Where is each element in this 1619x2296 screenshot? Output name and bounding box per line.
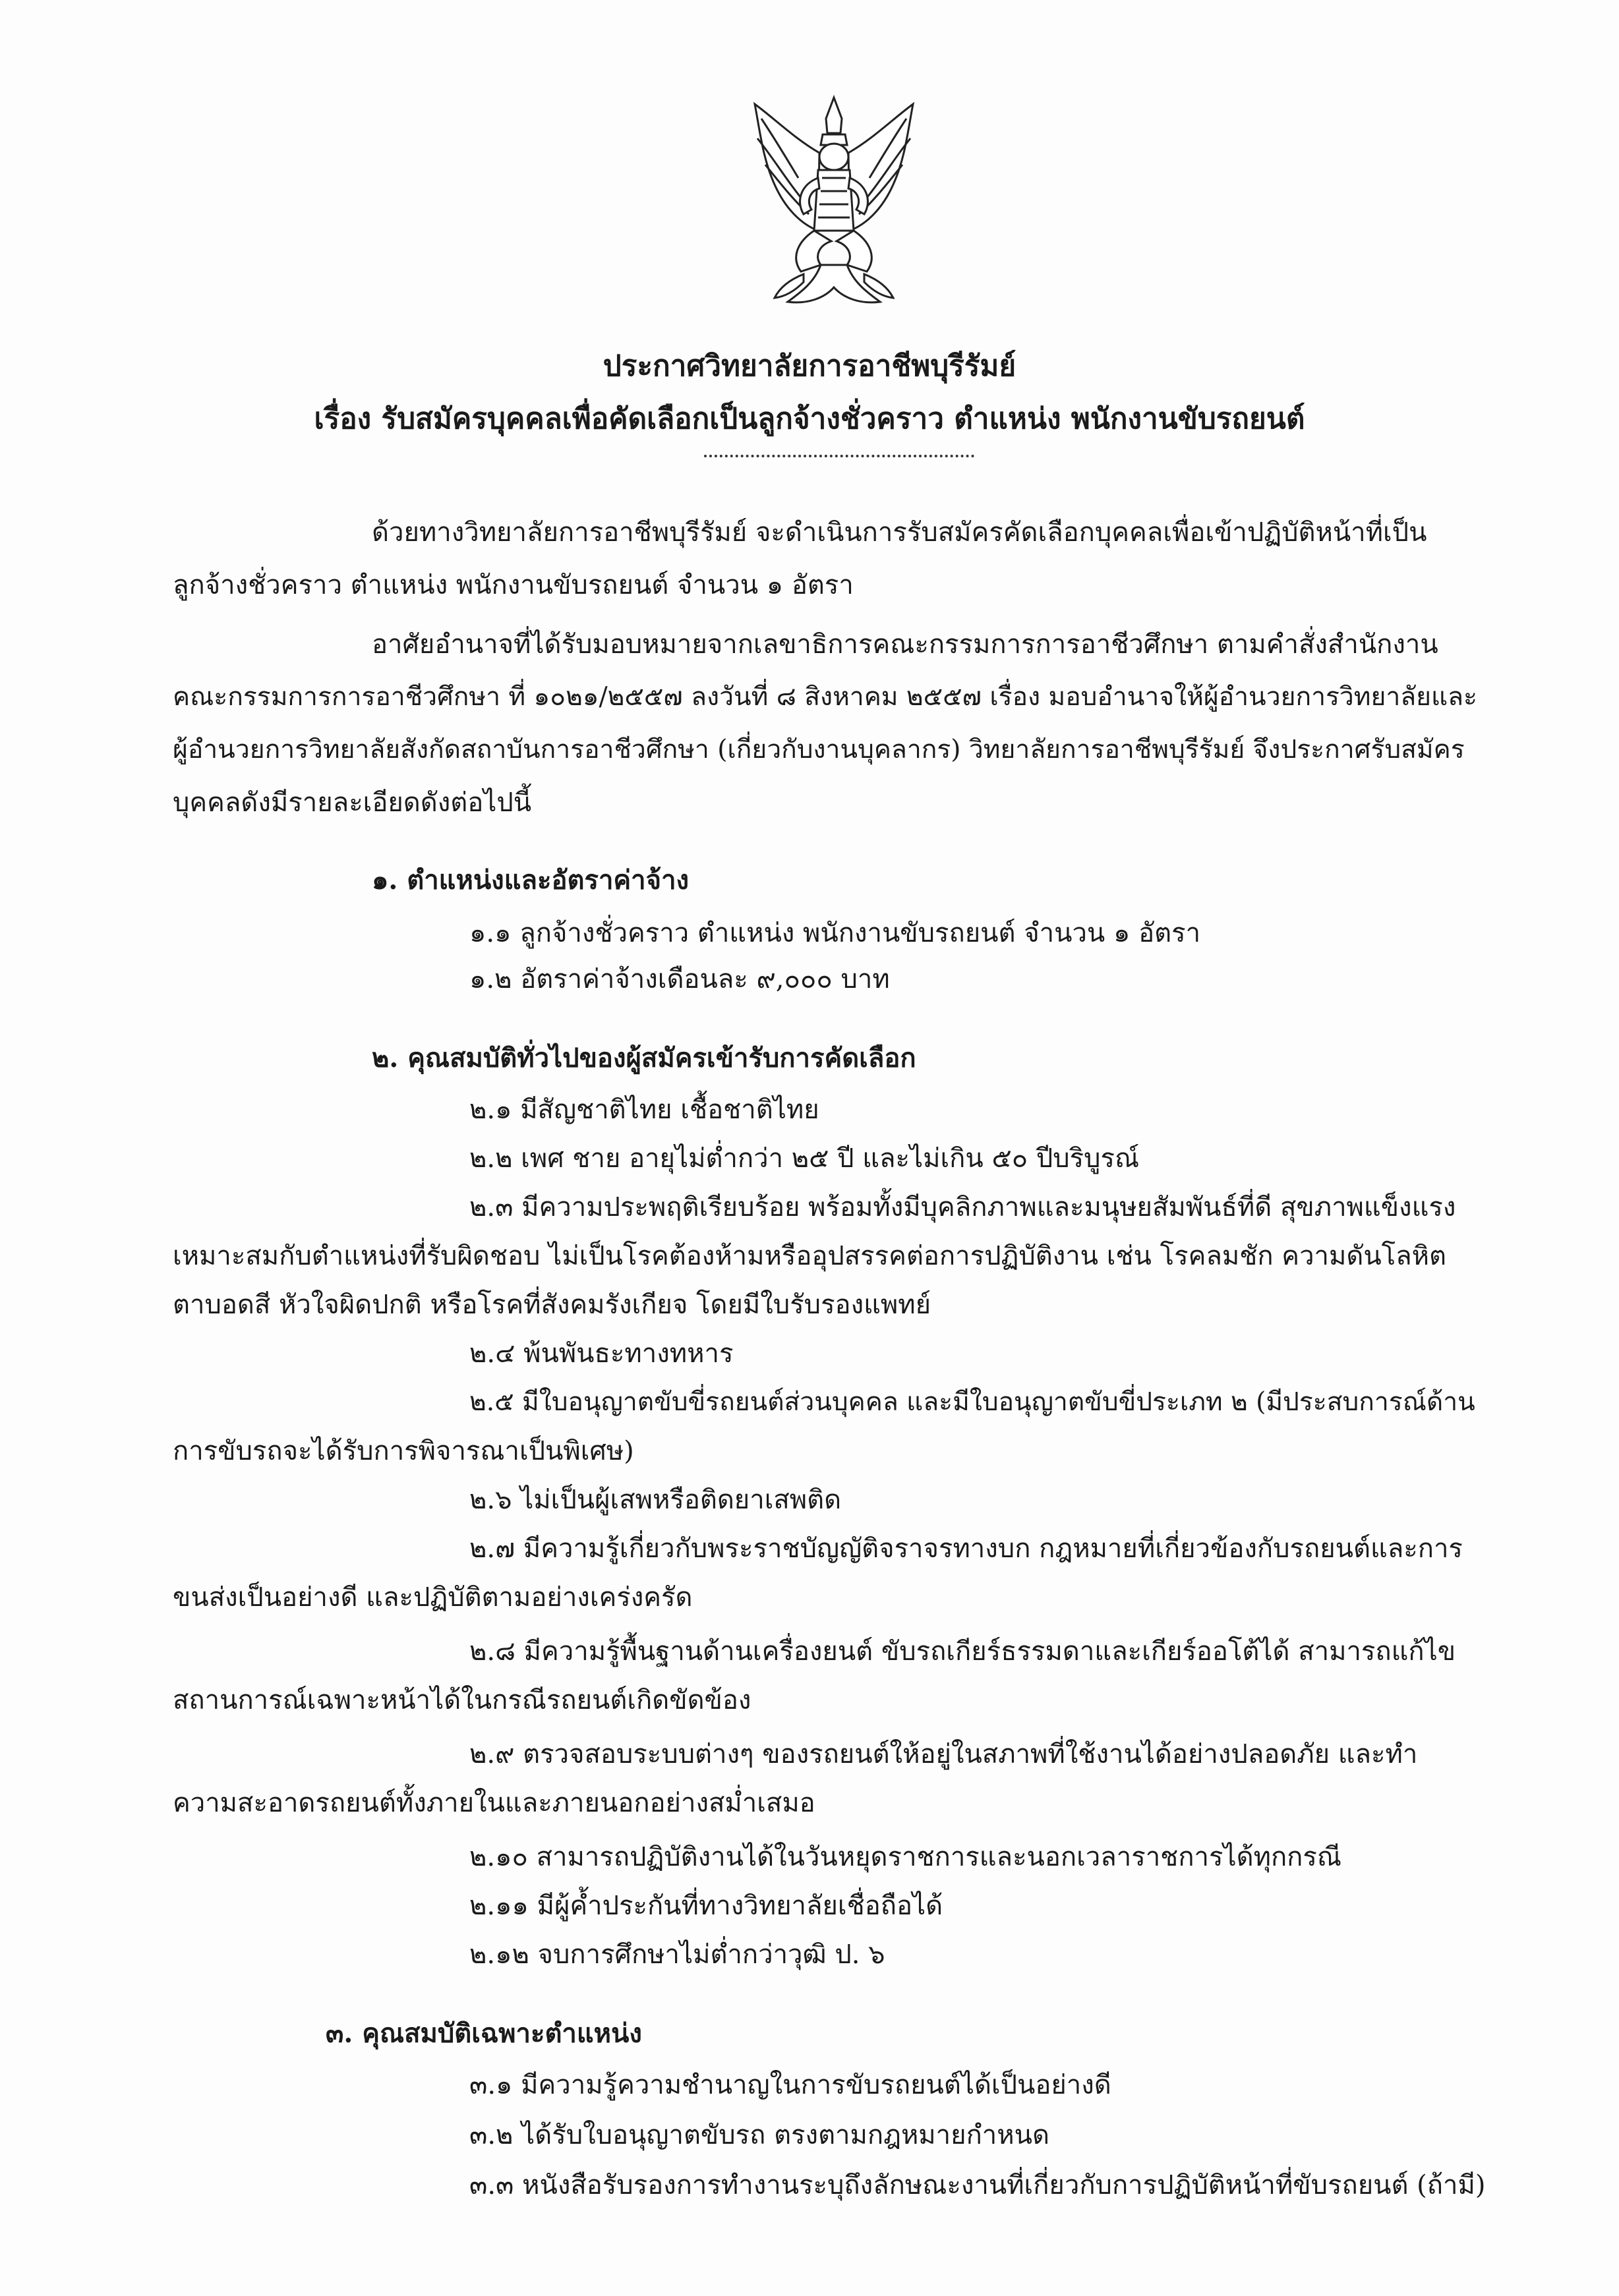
section-2-item-cont: เหมาะสมกับตำแหน่งที่รับผิดชอบ ไม่เป็นโรคต้องห้ามหรืออุปสรรคต่อการปฏิบัติงาน เช่น โรคลมชัก ความดันโลหิต (173, 1241, 1447, 1271)
section-2-item: ๒.๕ มีใบอนุญาตขับขี่รถยนต์ส่วนบุคคล และมีใบอนุญาตขับขี่ประเภท ๒ (มีประสบการณ์ด้าน (469, 1387, 1475, 1417)
intro-p2-line: คณะกรรมการการอาชีวศึกษา ที่ ๑๐๒๑/๒๕๕๗ ลงวันที่ ๘ สิงหาคม ๒๕๕๗ เรื่อง มอบอำนาจให้ผู้อำนวยการวิทยาลัยและ (173, 682, 1478, 712)
section-2-item: ๒.๑๑ มีผู้ค้ำประกันที่ทางวิทยาลัยเชื่อถือได้ (469, 1891, 943, 1921)
section-2-item: ๒.๙ ตรวจสอบระบบต่างๆ ของรถยนต์ให้อยู่ในสภาพที่ใช้งานได้อย่างปลอดภัย และทำ (469, 1739, 1418, 1769)
section-2-item: ๒.๘ มีความรู้พื้นฐานด้านเครื่องยนต์ ขับรถเกียร์ธรรมดาและเกียร์ออโต้ได้ สามารถแก้ไข (469, 1636, 1456, 1667)
section-2-item: ๒.๒ เพศ ชาย อายุไม่ต่ำกว่า ๒๕ ปี และไม่เกิน ๕๐ ปีบริบูรณ์ (469, 1143, 1140, 1174)
intro-p2-line: ผู้อำนวยการวิทยาลัยสังกัดสถาบันการอาชีวศึกษา (เกี่ยวกับงานบุคลากร) วิทยาลัยการอาชีพบุรีรัมย์ จึงประกาศรับสมัคร (173, 735, 1465, 764)
section-2-item: ๒.๖ ไม่เป็นผู้เสพหรือติดยาเสพติด (469, 1485, 842, 1515)
section-2-item-cont: สถานการณ์เฉพาะหน้าได้ในกรณีรถยนต์เกิดขัดข้อง (173, 1685, 751, 1715)
section-2-item-cont: ตาบอดสี หัวใจผิดปกติ หรือโรคที่สังคมรังเกียจ โดยมีใบรับรองแพทย์ (173, 1290, 931, 1320)
intro-p1-line: ด้วยทางวิทยาลัยการอาชีพบุรีรัมย์ จะดำเนินการรับสมัครคัดเลือกบุคคลเพื่อเข้าปฏิบัติหน้าที่เป็น (372, 517, 1427, 548)
section-3-title: ๓. คุณสมบัติเฉพาะตำแหน่ง (326, 2018, 642, 2049)
section-1-title: ๑. ตำแหน่งและอัตราค่าจ้าง (372, 865, 690, 896)
document-title: ประกาศวิทยาลัยการอาชีพบุรีรัมย์ (603, 349, 1016, 383)
section-3-item: ๓.๑ มีความรู้ความชำนาญในการขับรถยนต์ได้เป็นอย่างดี (469, 2070, 1111, 2100)
title-separator (704, 455, 974, 457)
section-2-title: ๒. คุณสมบัติทั่วไปของผู้สมัครเข้ารับการคัดเลือก (372, 1043, 916, 1074)
section-1-item: ๑.๒ อัตราค่าจ้างเดือนละ ๙,๐๐๐ บาท (469, 964, 890, 994)
section-2-item-cont: การขับรถจะได้รับการพิจารณาเป็นพิเศษ) (173, 1436, 634, 1466)
section-2-item: ๒.๔ พ้นพันธะทางทหาร (469, 1338, 734, 1369)
section-3-item: ๓.๒ ได้รับใบอนุญาตขับรถ ตรงตามกฎหมายกำหนด (469, 2120, 1049, 2150)
section-2-item: ๒.๑ มีสัญชาติไทย เชื้อชาติไทย (469, 1095, 819, 1125)
intro-p2-line: อาศัยอำนาจที่ได้รับมอบหมายจากเลขาธิการคณะกรรมการการอาชีวศึกษา ตามคำสั่งสำนักงาน (372, 629, 1438, 660)
section-2-item: ๒.๗ มีความรู้เกี่ยวกับพระราชบัญญัติจราจรทางบก กฎหมายที่เกี่ยวข้องกับรถยนต์และการ (469, 1534, 1463, 1564)
section-2-item: ๒.๑๒ จบการศึกษาไม่ต่ำกว่าวุฒิ ป. ๖ (469, 1939, 885, 1970)
section-1-item: ๑.๑ ลูกจ้างชั่วคราว ตำแหน่ง พนักงานขับรถยนต์ จำนวน ๑ อัตรา (469, 918, 1201, 948)
section-3-item: ๓.๓ หนังสือรับรองการทำงานระบุถึงลักษณะงานที่เกี่ยวกับการปฏิบัติหน้าที่ขับรถยนต์ (ถ้ามี) (469, 2170, 1486, 2200)
intro-p1-line: ลูกจ้างชั่วคราว ตำแหน่ง พนักงานขับรถยนต์ จำนวน ๑ อัตรา (173, 570, 854, 600)
section-2-item-cont: ความสะอาดรถยนต์ทั้งภายในและภายนอกอย่างสม่ำเสมอ (173, 1788, 815, 1818)
garuda-emblem (735, 92, 933, 316)
section-2-item: ๒.๑๐ สามารถปฏิบัติงานได้ในวันหยุดราชการและนอกเวลาราชการได้ทุกกรณี (469, 1842, 1341, 1872)
section-2-item: ๒.๓ มีความประพฤติเรียบร้อย พร้อมทั้งมีบุคลิกภาพและมนุษยสัมพันธ์ที่ดี สุขภาพแข็งแรง (469, 1192, 1456, 1222)
section-2-item-cont: ขนส่งเป็นอย่างดี และปฏิบัติตามอย่างเคร่งครัด (173, 1582, 693, 1613)
document-subject: เรื่อง รับสมัครบุคคลเพื่อคัดเลือกเป็นลูกจ้างชั่วคราว ตำแหน่ง พนักงานขับรถยนต์ (314, 402, 1305, 436)
intro-p2-line: บุคคลดังมีรายละเอียดดังต่อไปนี้ (173, 788, 532, 818)
